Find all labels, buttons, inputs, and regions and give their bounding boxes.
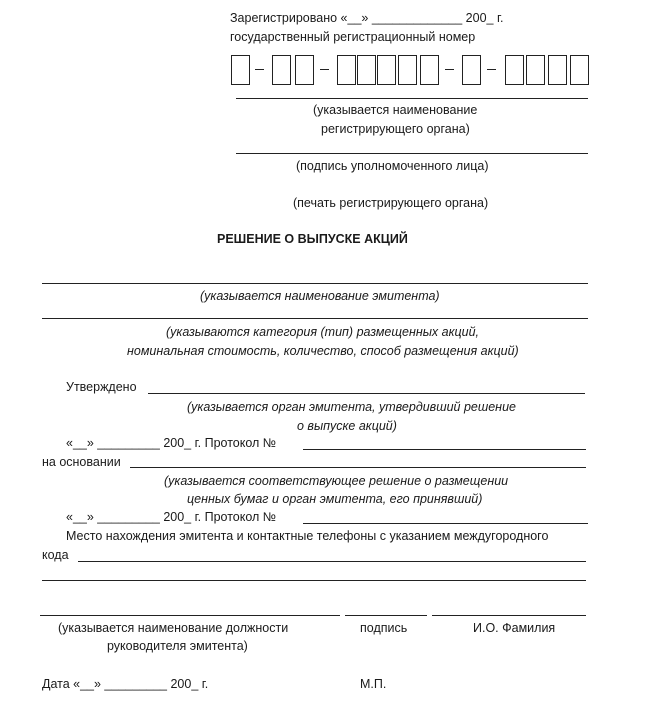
signature-hint: (подпись уполномоченного лица) <box>296 159 489 173</box>
head-signature-field[interactable] <box>345 615 427 616</box>
basis-label: на основании <box>42 455 121 469</box>
name-label: И.О. Фамилия <box>473 621 556 635</box>
reg-number-box[interactable] <box>357 55 376 85</box>
position-field[interactable] <box>40 615 340 616</box>
approved-field[interactable] <box>148 393 585 394</box>
reg-number-box[interactable] <box>462 55 481 85</box>
reg-number-dash <box>445 69 454 70</box>
protocol-1-number-field[interactable] <box>303 449 586 450</box>
reg-number-box[interactable] <box>548 55 567 85</box>
reg-number-box[interactable] <box>337 55 356 85</box>
basis-hint-1: (указывается соответствующее решение о размещении <box>164 474 509 488</box>
shares-hint-1: (указываются категория (тип) размещенных акций, <box>166 325 480 339</box>
protocol-2-label: «__» _________ 200_ г. Протокол № <box>66 510 277 524</box>
seal-hint: (печать регистрирующего органа) <box>293 196 489 210</box>
organ-hint-1: (указывается наименование <box>313 103 478 117</box>
stamp-label: М.П. <box>360 677 387 691</box>
location-field-2[interactable] <box>42 580 586 581</box>
reg-number-label: государственный регистрационный номер <box>230 30 476 44</box>
reg-number-box[interactable] <box>420 55 439 85</box>
reg-number-box[interactable] <box>526 55 545 85</box>
basis-field[interactable] <box>130 467 586 468</box>
shares-field[interactable] <box>42 318 588 319</box>
reg-number-box[interactable] <box>231 55 250 85</box>
reg-number-dash <box>320 69 329 70</box>
issuer-hint: (указывается наименование эмитента) <box>200 289 440 303</box>
registering-organ-field[interactable] <box>236 98 588 99</box>
issuer-name-field[interactable] <box>42 283 588 284</box>
reg-number-dash <box>487 69 496 70</box>
organ-hint-2: регистрирующего органа) <box>321 122 470 136</box>
signature-field[interactable] <box>236 153 588 154</box>
signature-label: подпись <box>360 621 408 635</box>
reg-number-box[interactable] <box>295 55 314 85</box>
reg-number-box[interactable] <box>570 55 589 85</box>
approved-label: Утверждено <box>66 380 137 394</box>
basis-hint-2: ценных бумаг и орган эмитента, его принявший) <box>187 492 483 506</box>
approved-hint-1: (указывается орган эмитента, утвердивший решение <box>187 400 516 414</box>
protocol-2-number-field[interactable] <box>303 523 588 524</box>
reg-number-box[interactable] <box>505 55 524 85</box>
protocol-1-label: «__» _________ 200_ г. Протокол № <box>66 436 277 450</box>
head-name-field[interactable] <box>432 615 586 616</box>
reg-number-box[interactable] <box>398 55 417 85</box>
shares-hint-2: номинальная стоимость, количество, способ размещения акций) <box>127 344 519 358</box>
position-hint-2: руководителя эмитента) <box>107 639 248 653</box>
registered-line: Зарегистрировано «__» _____________ 200_ г. <box>230 11 504 25</box>
reg-number-box[interactable] <box>272 55 291 85</box>
position-hint-1: (указывается наименование должности <box>58 621 289 635</box>
location-field[interactable] <box>78 561 586 562</box>
location-label-2: кода <box>42 548 69 562</box>
approved-hint-2: о выпуске акций) <box>297 419 397 433</box>
date-label: Дата «__» _________ 200_ г. <box>42 677 209 691</box>
reg-number-dash <box>255 69 264 70</box>
document-title: РЕШЕНИЕ О ВЫПУСКЕ АКЦИЙ <box>217 232 408 246</box>
reg-number-box[interactable] <box>377 55 396 85</box>
location-label-1: Место нахождения эмитента и контактные телефоны с указанием междугородного <box>66 529 549 543</box>
